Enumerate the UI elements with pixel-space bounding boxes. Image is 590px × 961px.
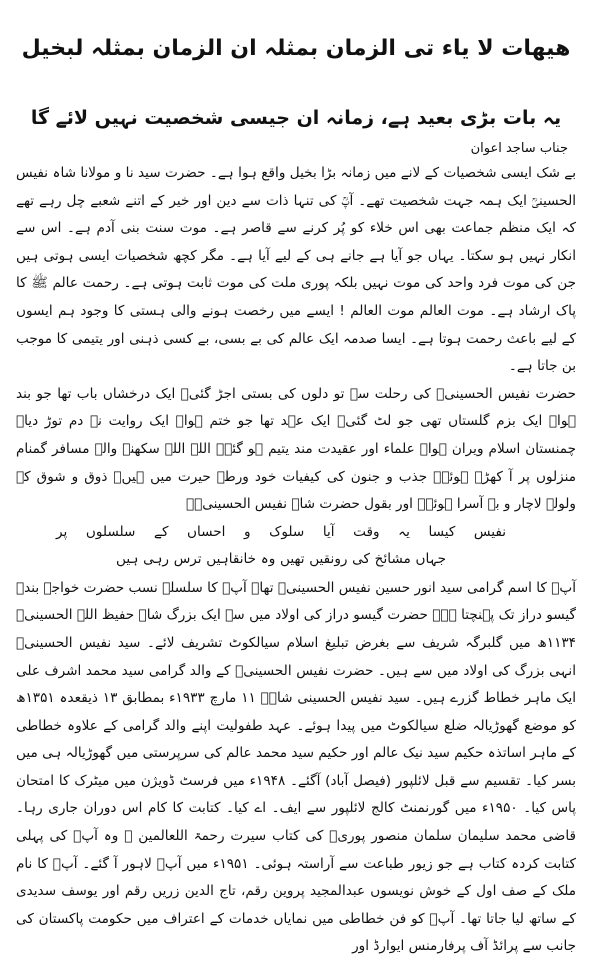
article-subtitle: یہ بات بڑی بعید ہے، زمانہ ان جیسی شخصیت نہیں لائے گا [30,107,562,129]
article-body-continued [16,575,576,961]
paragraph: بے شک ایسی شخصیات کے لانے میں زمانہ بڑا بخیل واقع ہوا ہے۔ حضرت سید نا و مولانا شاہ نفیس الحسینیؒ ایک ہمہ جہت شخصیت تھے۔ آپؒ کی تنہا ذات سے دین اور خیر کے اتنے شعبے چل رہے تھے کہ ایک منظم جماعت بھی اس خلاء کو پُر کرنے سے قاصر ہے۔ موت سنت بنی آدم ہے۔ اس سے انکار نہیں ہو سکتا۔ یہاں جو آیا ہے جانے ہی کے لیے آیا ہے۔ مگر کچھ شخصیات ایسی ہوتی ہیں جن کی موت فرد واحد کی موت نہیں بلکہ پوری ملت کی موت ثابت ہوتی ہے۔ رحمت عالم ﷺ کا پاک ارشاد ہے۔ موت العالم موت العالم ! ایسے میں رخصت ہونے والی ہستی کا وجود ہم ایسوں کے لیے باعث رحمت ہوتا ہے۔ ایسا صدمہ ایک عالم کی بے بسی، بے کسی ذہنی اور یتیمی کا موجب بن جاتا ہے۔ [16,165,576,375]
poem-verse [16,519,576,573]
paragraph: حضرت نفیس الحسینیؒ کی رحلت سے تو دلوں کی بستی اجڑ گئی۔ ایک درخشاں باب تھا جو بند ہوا۔ ایک بزم گلستاں تھی جو لٹ گئی۔ ایک عہد تھا جو ختم ہوا۔ ایک روایت نے دم توڑ دیا۔ چمنستان اسلام ویران ہوا۔ علماء اور عقیدت مند یتیم ہو گئے۔ اللہ اللہ سکھنے والے مسافر گمنام منزلوں پر آ کھڑے ہوئے۔ جذب و جنون کی کیفیات خود ورطہ حیرت میں ہیں۔ ذوق و شوق کے ولولے لاچار و بے آسرا ہوئے۔ اور بقول حضرت شاہ نفیس الحسینیؒ۔ [16,385,576,513]
poem-line: جہاں مشائخ کی رونقیں تھیں وہ خانقاہیں ترس رہی ہیں [116,550,446,567]
article-title: هیهات لا یاء تی الزمان بمثلہ ان الزمان بمثلہ لبخیل [21,36,571,61]
article-body [16,160,576,519]
author-byline: جناب ساجد اعوان [470,141,568,156]
paragraph: آپؒ کا اسم گرامی سید انور حسین نفیس الحسینیؒ تھا۔ آپؒ کا سلسلہ نسب حضرت خواجہ بندہ گیسو دراز تک پہنچتا ہے۔ حضرت گیسو دراز کی اولاد میں سے ایک بزرگ شاہ حفیظ اللہ الحسینیؒ ۱۱۳۴ھ میں گلبرگہ شریف سے بغرض تبلیغ اسلام سیالکوٹ تشریف لائے۔ سید نفیس الحسینیؒ انہی بزرگ کی اولاد میں سے ہیں۔ حضرت نفیس الحسینیؒ کے والد گرامی سید محمد اشرف علی ایک ماہر خطاط گزرے ہیں۔ سید نفیس الحسینی شاہؒ ۱۱ مارچ ۱۹۳۳ء بمطابق ۱۳ ذیقعدہ ۱۳۵۱ھ کو موضع گھوڑیالہ ضلع سیالکوٹ میں پیدا ہوئے۔ عہد طفولیت اپنے والد گرامی کے علاوہ خطاطی کے ماہر اساتذہ حکیم سید نیک عالم اور حکیم سید محمد عالم کی سرپرستی میں گھوڑیالہ ہی میں بسر کیا۔ تقسیم سے قبل لائلپور (فیصل آباد) آگئے۔ ۱۹۴۸ء میں فرسٹ ڈویژن میں میٹرک کا امتحان پاس کیا۔ ۱۹۵۰ء میں گورنمنٹ کالج لائلپور سے ایف۔ اے کیا۔ کتابت کا کام اس دوران جاری رہا۔ قاضی محمد سلیمان سلمان منصور پوریؒ کی کتاب سیرت رحمۃ اللعالمین ﷺ وہ آپؒ کی پہلی کتابت کردہ کتاب ہے جو زیور طباعت سے آراستہ ہوئی۔ ۱۹۵۱ء میں آپؒ لاہور آ گئے۔ آپؒ کا نام ملک کے صف اول کے خوش نویسوں عبدالمجید پروین رقم، تاج الدین زریں رقم اور یوسف سدیدی کے ساتھ لیا جاتا تھا۔ آپؒ کو فن خطاطی میں نمایاں خدمات کے اعتراف میں حکومت پاکستان کی جانب سے پرائڈ آف پرفارمنس ایوارڈ اور [16,579,577,955]
poem-line: نفیس کیسا یہ وقت آیا سلوک و احساں کے سلسلوں پر [56,523,506,540]
